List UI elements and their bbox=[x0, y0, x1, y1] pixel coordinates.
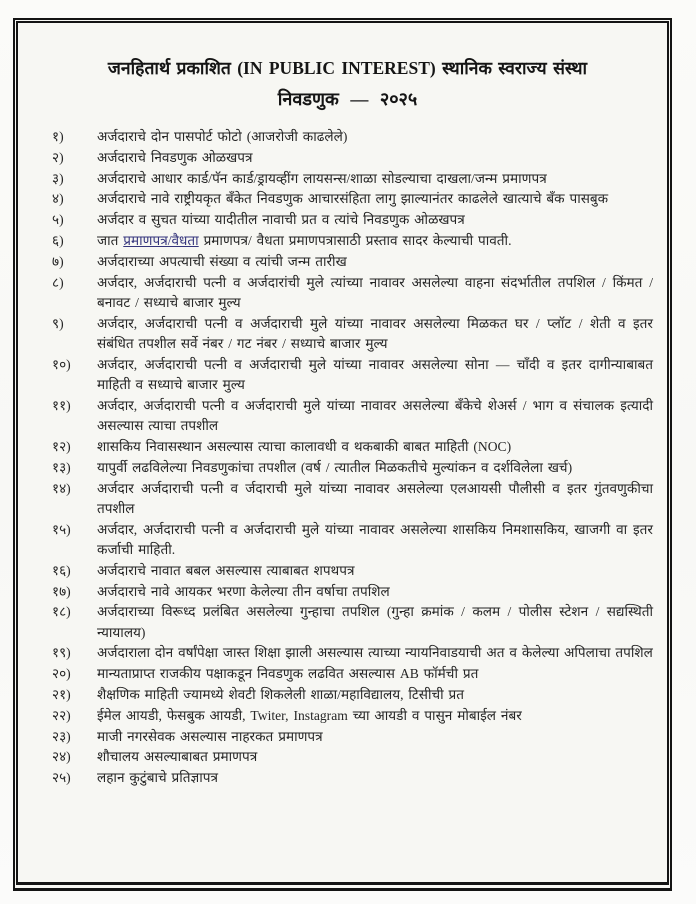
title-line-2: निवडणुक — २०२५ bbox=[277, 89, 418, 109]
list-item-number: १९) bbox=[52, 645, 71, 661]
list-item-text: अर्जदार अर्जदाराची पत्नी व र्जदाराची मुले यांच्या नावावर असलेल्या एलआयसी पौलीसी व इतर गुंतवणुकीचा तपशील bbox=[97, 480, 653, 516]
list-item-number: १) bbox=[52, 129, 64, 144]
list-item bbox=[52, 685, 657, 705]
underlined-text: प्रमाणपत्र/वैधता bbox=[123, 232, 199, 248]
list-item bbox=[52, 664, 657, 684]
list-item-text: अर्जदाराला दोन वर्षांपेक्षा जास्त शिक्षा झाली असल्यास त्याच्या न्यायनिवाडयाची अत व केलेल्या अपिलाचा तपशिल bbox=[97, 645, 653, 661]
list-item-text: अर्जदार, अर्जदाराची पत्नी व अर्जदाराची मुले यांच्या नावावर असलेल्या शासकिय निमशासकिय, खाजगी वा इतर कर्जाची माहिती. bbox=[97, 521, 653, 557]
list-item bbox=[52, 231, 657, 251]
list-item-number: १२) bbox=[52, 438, 71, 454]
list-item bbox=[52, 314, 657, 355]
list-item bbox=[52, 189, 657, 209]
list-item-number: २५) bbox=[52, 770, 71, 786]
list-item bbox=[52, 582, 657, 602]
list-item-text: अर्जदार व सुचत यांच्या यादीतील नावाची प्रत व त्यांचे निवडणुक ओळखपत्र bbox=[97, 212, 465, 228]
list-item bbox=[52, 643, 657, 663]
list-item-number: १३) bbox=[52, 459, 71, 475]
list-item-text: अर्जदाराचे आधार कार्ड/पॅन कार्ड/ड्रायव्हींग लायसन्स/शाळा सोडल्याचा दाखला/जन्म प्रमाणपत्र bbox=[97, 170, 547, 186]
list-item-text: अर्जदार, अर्जदाराची पत्नी व अर्जदाराची मुले यांच्या नावावर असलेल्या सोना — चाँदी व इतर दागीन्याबाबत माहिती व सध्याचे बाजार मुल्य bbox=[97, 356, 653, 393]
list-item-text: शैक्षणिक माहिती ज्यामध्ये शेवटी शिकलेली शाळा/महाविद्यालय, टिसीची प्रत bbox=[97, 687, 465, 703]
list-item-text: शासकिय निवासस्थान असल्यास त्याचा कालावधी व थकबाकी बाबत माहिती (NOC) bbox=[97, 438, 512, 454]
list-item-number: १४) bbox=[52, 480, 71, 496]
list-item-text: अर्जदाराच्या अपत्याची संख्या व त्यांची जन्म तारीख bbox=[97, 253, 347, 269]
list-item bbox=[52, 169, 657, 189]
list-item-text: अर्जदाराचे नावे आयकर भरणा केलेल्या तीन वर्षाचा तपशिल bbox=[97, 583, 390, 599]
list-item bbox=[52, 458, 657, 478]
list-item-text: मान्यताप्राप्त राजकीय पक्षाकडून निवडणुक लढवित असल्यास AB फॉर्मची प्रत bbox=[97, 666, 479, 682]
list-item-text: अर्जदार, अर्जदाराची पत्नी व अर्जदाराची मुले यांच्या नावावर असलेल्या बँकेचे शेअर्स / भाग व संचालक इत्यादी असल्यास त्याचा तपशील bbox=[97, 397, 653, 434]
list-item bbox=[52, 273, 657, 314]
list-item bbox=[52, 437, 657, 457]
list-item-number: ५) bbox=[52, 212, 64, 228]
list-item-number: १८) bbox=[52, 604, 71, 620]
list-item-number: २४) bbox=[52, 749, 71, 765]
list-item-text: लहान कुटुंबाचे प्रतिज्ञापत्र bbox=[97, 770, 218, 786]
list-item-text: शौचालय असल्याबाबत प्रमाणपत्र bbox=[97, 749, 258, 765]
list-item-text: अर्जदार, अर्जदाराची पत्नी व अर्जदाराची मुले यांच्या नावावर असलेल्या मिळकत घर / प्लॉट / शेती व इतर संबंधित तपशील सर्वे नंबर / गट नंबर / सध्याचे बाजार मुल्य bbox=[97, 315, 653, 351]
document-title bbox=[52, 53, 657, 114]
list-item-number: १५) bbox=[52, 521, 71, 537]
list-item bbox=[52, 396, 657, 437]
list-item-number: ८) bbox=[52, 274, 64, 290]
list-item bbox=[52, 602, 657, 643]
list-item bbox=[52, 768, 657, 788]
list-item-number: १०) bbox=[52, 356, 71, 372]
document-list bbox=[52, 127, 657, 789]
list-item-number: १७) bbox=[52, 583, 71, 599]
list-item-text: अर्जदार, अर्जदाराची पत्नी व अर्जदारांची मुले त्यांच्या नावावर असलेल्या वाहना संदर्भातील तपशिल / किंमत / बनावट / सध्याचे बाजार मुल्य bbox=[97, 274, 653, 310]
list-item-text: अर्जदाराच्या विरूध्द प्रलंबित असलेल्या गुन्हाचा तपशिल (गुन्हा क्रमांक / कलम / पोलीस स्टेशन / सद्यस्थिती न्यायालय) bbox=[97, 604, 653, 640]
list-item bbox=[52, 210, 657, 230]
list-item bbox=[52, 148, 657, 168]
list-item-number: ७) bbox=[52, 253, 64, 269]
list-item bbox=[52, 479, 657, 520]
list-item-text: ईमेल आयडी, फेसबुक आयडी, Twiter, Instagram च्या आयडी व पासुन मोबाईल नंबर bbox=[97, 707, 522, 723]
list-item-number: ११) bbox=[52, 397, 71, 413]
list-item-number: २) bbox=[52, 149, 64, 165]
list-item-text: अर्जदाराचे दोन पासपोर्ट फोटो (आजरोजी काढलेले) bbox=[97, 129, 348, 144]
list-item-number: ४) bbox=[52, 191, 64, 207]
list-item-number: ९) bbox=[52, 315, 64, 331]
list-item bbox=[52, 561, 657, 581]
list-item bbox=[52, 727, 657, 747]
list-item-text: जात प्रमाणपत्र/वैधता प्रमाणपत्र/ वैधता प्रमाणपत्रासाठी प्रस्ताव सादर केल्याची पावती. bbox=[97, 232, 512, 248]
list-item bbox=[52, 747, 657, 767]
list-item-text: अर्जदाराचे नावात बबल असल्यास त्याबाबत शपथपत्र bbox=[97, 562, 355, 578]
title-line-1: जनहितार्थ प्रकाशित (IN PUBLIC INTEREST) स्थानिक स्वराज्य संस्था bbox=[107, 58, 588, 78]
list-item-number: २०) bbox=[52, 666, 71, 682]
list-item bbox=[52, 252, 657, 272]
list-item-number: १६) bbox=[52, 562, 71, 578]
list-item-text: यापुर्वी लढविलेल्या निवडणुकांचा तपशील (वर्ष / त्यातील मिळकतीचे मुल्यांकन व दर्शविलेला खर्च) bbox=[97, 459, 573, 475]
list-item bbox=[52, 127, 657, 147]
list-item-number: २३) bbox=[52, 728, 71, 744]
list-item-number: ६) bbox=[52, 232, 64, 248]
list-item bbox=[52, 355, 657, 396]
list-item-text: अर्जदाराचे नावे राष्ट्रीयकृत बँकेत निवडणुक आचारसंहिता लागु झाल्यानंतर काढलेले खात्याचे बँक पासबुक bbox=[97, 191, 609, 207]
list-item bbox=[52, 520, 657, 561]
list-item-number: ३) bbox=[52, 170, 64, 186]
list-item bbox=[52, 706, 657, 726]
document-border-frame bbox=[13, 18, 672, 891]
list-item-text: माजी नगरसेवक असल्यास नाहरकत प्रमाणपत्र bbox=[97, 728, 323, 744]
list-item-text: अर्जदाराचे निवडणुक ओळखपत्र bbox=[97, 149, 253, 165]
list-item-number: २१) bbox=[52, 687, 71, 703]
list-item-number: २२) bbox=[52, 707, 71, 723]
